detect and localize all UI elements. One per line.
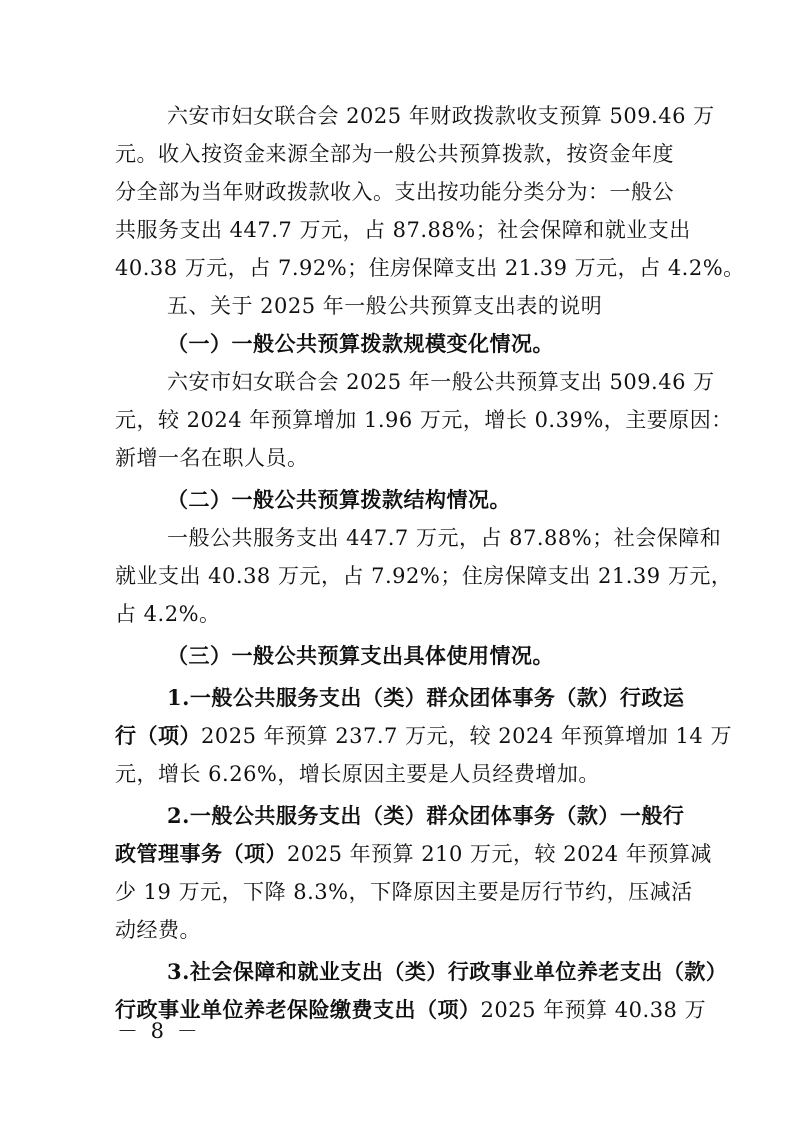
paragraph-line: 40.38 万元，占 7.92%；住房保障支出 21.39 万元，占 4.2%。 bbox=[115, 256, 745, 280]
section-heading: 五、关于 2025 年一般公共预算支出表的说明 bbox=[167, 294, 603, 318]
paragraph-line: 元，增长 6.26%，增长原因主要是人员经费增加。 bbox=[115, 762, 600, 786]
item-title-fragment: 行（项） bbox=[115, 723, 201, 748]
item-text-fragment: 2025 年预算 210 万元，较 2024 年预算减 bbox=[287, 842, 712, 866]
item-title-line: 3.社会保障和就业支出（类）行政事业单位养老支出（款） bbox=[167, 959, 728, 984]
paragraph-line: 少 19 万元，下降 8.3%，下降原因主要是厉行节约，压减活 bbox=[115, 880, 693, 904]
paragraph-line bbox=[115, 717, 732, 755]
paragraph-line: 就业支出 40.38 万元，占 7.92%；住房保障支出 21.39 万元， bbox=[115, 564, 733, 588]
document-body bbox=[115, 97, 745, 1029]
item-text-fragment: 2025 年预算 40.38 万 bbox=[480, 998, 707, 1022]
paragraph-line: 一般公共服务支出 447.7 万元，占 87.88%；社会保障和 bbox=[167, 526, 722, 550]
subsection-heading: （三）一般公共预算支出具体使用情况。 bbox=[167, 643, 554, 668]
item-title-fragment: 政管理事务（项） bbox=[115, 841, 287, 866]
subsection-heading: （一）一般公共预算拨款规模变化情况。 bbox=[167, 331, 554, 356]
page-number: － 8 － bbox=[117, 1019, 201, 1043]
item-title-line: 1.一般公共服务支出（类）群众团体事务（款）行政运 bbox=[167, 685, 685, 710]
item-title-line: 2.一般公共服务支出（类）群众团体事务（款）一般行 bbox=[167, 803, 685, 828]
paragraph-line: 共服务支出 447.7 万元，占 87.88%；社会保障和就业支出 bbox=[115, 218, 691, 242]
paragraph-line: 动经费。 bbox=[115, 918, 201, 942]
paragraph-line: 新增一名在职人员。 bbox=[115, 446, 309, 470]
paragraph-line: 六安市妇女联合会 2025 年财政拨款收支预算 509.46 万 bbox=[167, 104, 715, 128]
item-text-fragment: 2025 年预算 237.7 万元，较 2024 年预算增加 14 万 bbox=[201, 724, 732, 748]
paragraph-line: 占 4.2%。 bbox=[115, 602, 221, 626]
item-title-fragment: 行政事业单位养老保险缴费支出（项） bbox=[115, 997, 481, 1022]
paragraph-line: 元。收入按资金来源全部为一般公共预算拨款，按资金年度 bbox=[115, 142, 674, 166]
paragraph-line: 分全部为当年财政拨款收入。支出按功能分类分为：一般公 bbox=[115, 180, 674, 204]
subsection-heading: （二）一般公共预算拨款结构情况。 bbox=[167, 487, 511, 512]
paragraph-line bbox=[115, 835, 712, 873]
paragraph-line: 元，较 2024 年预算增加 1.96 万元，增长 0.39%，主要原因： bbox=[115, 408, 733, 432]
paragraph-line: 六安市妇女联合会 2025 年一般公共预算支出 509.46 万 bbox=[167, 370, 715, 394]
